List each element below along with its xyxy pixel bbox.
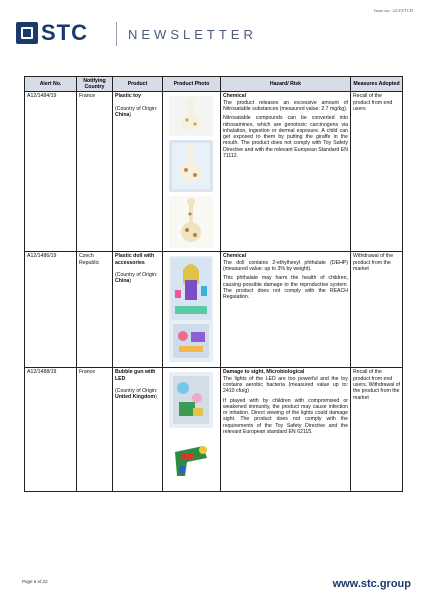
product-origin: (Country of Origin: China) bbox=[115, 272, 158, 285]
header-product-photo: Product Photo bbox=[163, 77, 221, 92]
notifying-country: France bbox=[77, 368, 113, 492]
alert-number: A12/1484/19 bbox=[25, 92, 77, 252]
header-alert-no: Alert No. bbox=[25, 77, 77, 92]
product-name: Plastic doll with accessories bbox=[115, 253, 155, 266]
measures-adopted: Withdrawal of the product from the market bbox=[351, 252, 403, 368]
measures-adopted: Recall of the product from end users, Withdrawal of the product from the market bbox=[351, 368, 403, 492]
product-cell bbox=[113, 368, 163, 492]
hazard-title: Damage to sight, Microbiological bbox=[223, 369, 305, 376]
product-cell bbox=[113, 92, 163, 252]
hazard-text: If played with by children with compromised or weakened immunity, the product may cause infection or irritation. Direct viewing of the lights could damage sight. The product does not comply with the requirements of the Toy Safety Directive and the relevant European standard EN 62115. bbox=[223, 397, 348, 436]
page-number: Page 6 of 22 bbox=[22, 579, 48, 584]
hazard-text: The doll contains 2-ethylhexyl phthalate (DEHP) (measured value: up to 3% by weight). bbox=[223, 259, 348, 272]
giraffe-toy-photo-2 bbox=[169, 140, 213, 192]
hazard-title: Chemical bbox=[223, 93, 247, 100]
product-origin: (Country of Origin: China) bbox=[115, 105, 158, 118]
hazard-cell bbox=[221, 92, 351, 252]
hazard-text: The product releases an excessive amount of Nitrosatable substances (measured value: 2.7 mg/kg). bbox=[223, 99, 348, 112]
issue-number: Issue no.: 22/19/TCD bbox=[374, 8, 413, 13]
table-row bbox=[25, 368, 403, 492]
brand-name: STC bbox=[41, 20, 88, 45]
product-photo bbox=[163, 92, 221, 252]
hazard-title: Chemical bbox=[223, 253, 247, 260]
alert-table bbox=[24, 76, 403, 492]
doll-package-photo bbox=[169, 256, 213, 362]
stc-logo-icon bbox=[16, 22, 38, 44]
product-name: Bubble gun with LED bbox=[115, 369, 156, 382]
hazard-text: The lights of the LED are too powerful and the toy contains aerobic bacteria (measured value up to: 2410 cfu/g) bbox=[223, 375, 348, 395]
table-row bbox=[25, 252, 403, 368]
alert-number: A12/1488/19 bbox=[25, 368, 77, 492]
hazard-cell bbox=[221, 368, 351, 492]
notifying-country: France bbox=[77, 92, 113, 252]
product-photo bbox=[163, 368, 221, 492]
alert-number: A12/1486/19 bbox=[25, 252, 77, 368]
bubble-gun-toy-photo bbox=[169, 432, 213, 486]
website-link[interactable]: www.stc.group bbox=[332, 578, 411, 590]
bubble-gun-package-photo bbox=[169, 372, 213, 428]
header-divider bbox=[116, 22, 117, 46]
hazard-text: This phthalate may harm the health of children, causing possible damage to the reproductive system. The product does not comply with the REACH Regulation. bbox=[223, 275, 348, 301]
hazard-text: Nitrosatable compounds can be converted into nitrosamines, which are genotoxic carcinogens via inhalation, ingestion or dermal exposure. A child can get exposed to them by putting the giraffe in the mouth. The product does not comply with Toy Safety Directive and with the relevant European Standard EN 71112. bbox=[223, 115, 348, 160]
header-hazard-risk: Hazard/ Risk bbox=[221, 77, 351, 92]
page-title: NEWSLETTER bbox=[128, 27, 257, 42]
stc-logo bbox=[16, 22, 88, 44]
giraffe-toy-photo-1 bbox=[169, 96, 213, 136]
product-name: Plastic toy bbox=[115, 93, 141, 100]
measures-adopted: Recall of the product from end users bbox=[351, 92, 403, 252]
header-notifying-country: Notifying Country bbox=[77, 77, 113, 92]
header-measures-adopted: Measures Adopted bbox=[351, 77, 403, 92]
hazard-cell bbox=[221, 252, 351, 368]
table-row bbox=[25, 92, 403, 252]
table-header-row bbox=[25, 77, 403, 92]
product-origin: (Country of Origin: United Kingdom) bbox=[115, 388, 158, 401]
header-product: Product bbox=[113, 77, 163, 92]
product-cell bbox=[113, 252, 163, 368]
giraffe-toy-photo-3 bbox=[169, 196, 213, 248]
notifying-country: Czech Republic bbox=[77, 252, 113, 368]
product-photo bbox=[163, 252, 221, 368]
